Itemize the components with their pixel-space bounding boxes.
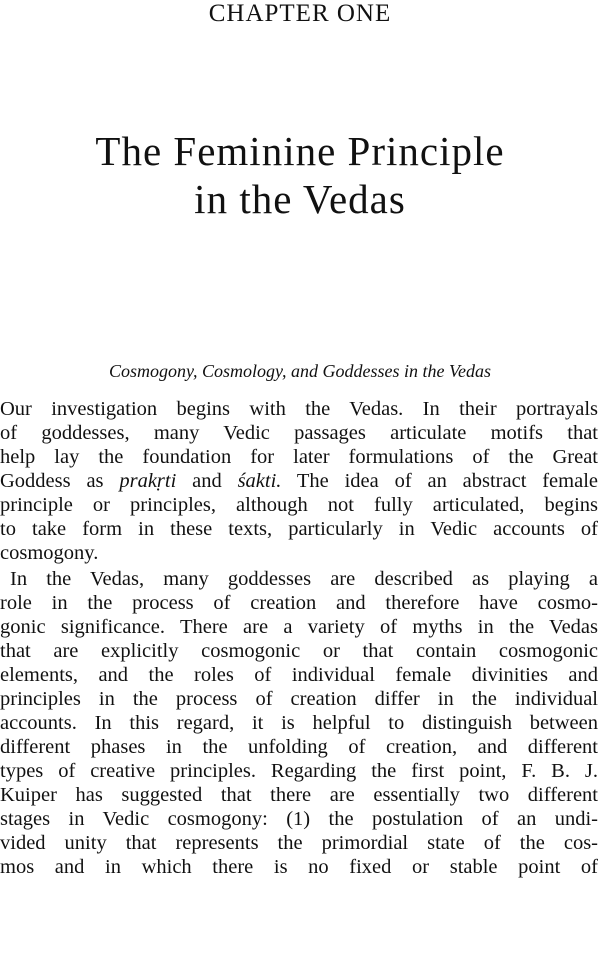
paragraph-1-line-6: to take form in these texts, particularly in Vedic accounts of — [0, 518, 598, 540]
paragraph-2-line-4: that are explicitly cosmogonic or that contain cosmogonic — [0, 640, 598, 662]
paragraph-2-line-9: types of creative principles. Regarding the first point, F. B. J. — [0, 760, 598, 782]
paragraph-2-line-12: vided unity that represents the primordial state of the cos- — [0, 832, 598, 854]
paragraph-2-line-10: Kuiper has suggested that there are essentially two different — [0, 784, 598, 806]
term-prakrti: prakṛti — [119, 470, 177, 492]
chapter-title — [0, 127, 600, 223]
paragraph-1-line-7: cosmogony. — [0, 542, 99, 564]
paragraph-2-line-7: accounts. In this regard, it is helpful to distinguish between — [0, 712, 598, 734]
paragraph-1-line-4 — [0, 469, 598, 493]
paragraph-2-line-8: different phases in the unfolding of creation, and different — [0, 736, 598, 758]
paragraph-2-line-13: mos and in which there is no fixed or stable point of — [0, 856, 598, 878]
paragraph-2-line-1: In the Vedas, many goddesses are described as playing a — [10, 568, 598, 590]
paragraph-2-line-5: elements, and the roles of individual female divinities and — [0, 664, 598, 686]
paragraph-1-line-2: of goddesses, many Vedic passages articulate motifs that — [0, 422, 598, 444]
paragraph-2-line-6: principles in the process of creation differ in the individual — [0, 688, 598, 710]
chapter-title-line-2: in the Vedas — [194, 176, 406, 222]
paragraph-1-line-1: Our investigation begins with the Vedas. In their portrayals — [0, 398, 598, 420]
chapter-title-line-1: The Feminine Principle — [95, 128, 505, 174]
section-heading: Cosmogony, Cosmology, and Goddesses in the Vedas — [109, 361, 491, 381]
paragraph-2-line-3: gonic significance. There are a variety of myths in the Vedas — [0, 616, 598, 638]
term-sakti: śakti. — [237, 470, 282, 492]
paragraph-1-line-3: help lay the foundation for later formulations of the Great — [0, 446, 598, 468]
text-run: Goddess as — [0, 470, 120, 492]
paragraph-2-line-2: role in the process of creation and therefore have cosmo- — [0, 592, 598, 614]
paragraph-2-line-11: stages in Vedic cosmogony: (1) the postulation of an undi- — [0, 808, 598, 830]
paragraph-1-line-5: principle or principles, although not fully articulated, begins — [0, 494, 598, 516]
chapter-label: CHAPTER ONE — [208, 0, 392, 27]
text-run: The idea of an abstract female — [281, 470, 598, 492]
text-run: and — [176, 470, 238, 492]
